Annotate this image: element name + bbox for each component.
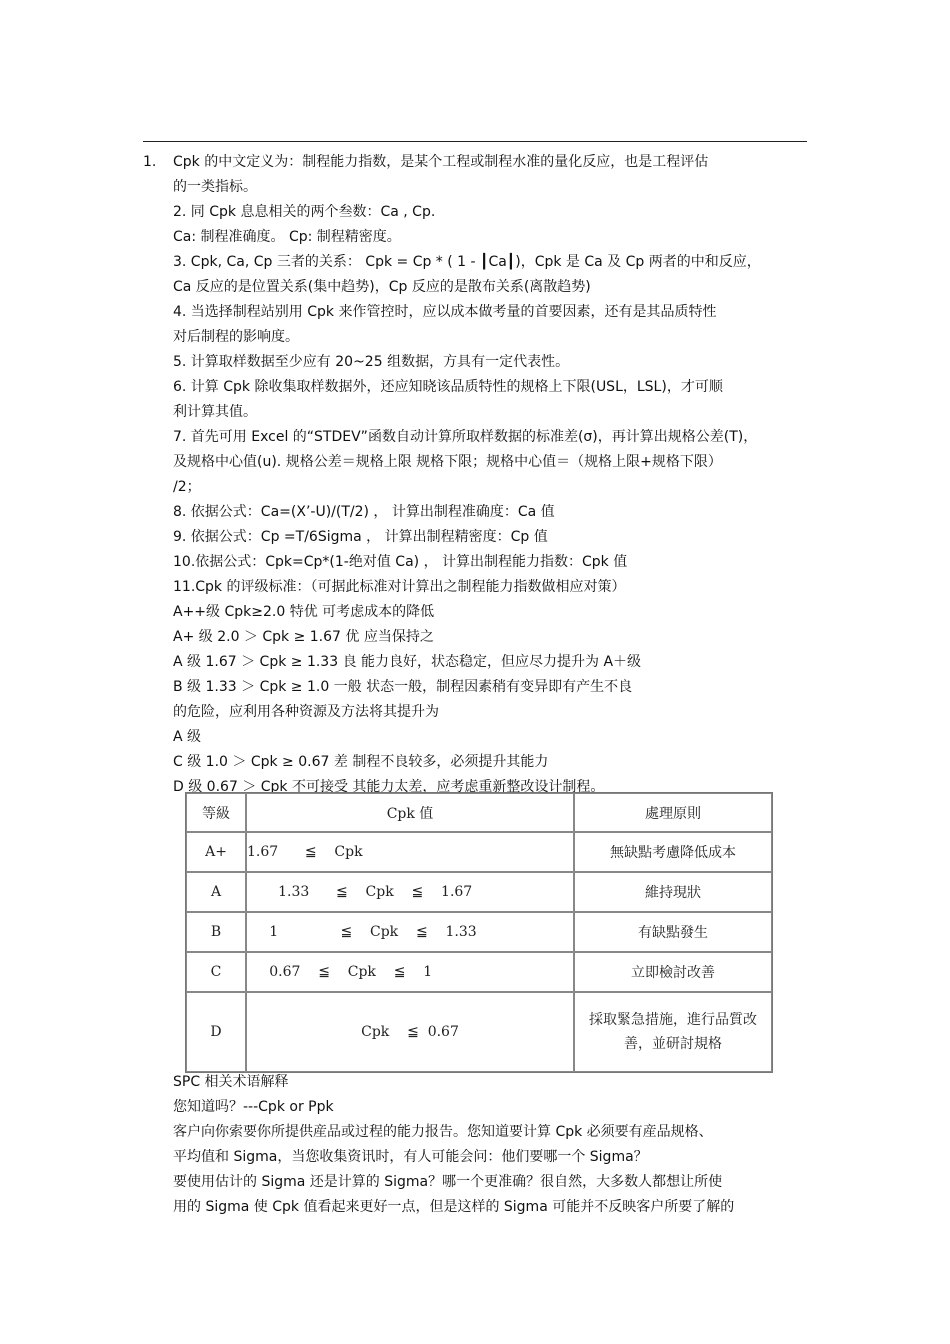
cell-grade: A+ — [186, 832, 246, 872]
text-line: 对后制程的影响度。 — [173, 329, 299, 345]
cell-principle: 有缺點發生 — [574, 912, 772, 952]
header-rule — [143, 141, 807, 142]
text-line: D 级 0.67 ＞ Cpk 不可接受 其能力太差，应考虑重新整改设计制程。 — [173, 779, 605, 795]
text-line: 的危险，应利用各种资源及方法将其提升为 — [173, 704, 439, 720]
cell-principle: 維持現狀 — [574, 872, 772, 912]
header-cpk: Cpk 值 — [246, 793, 574, 832]
text-line: Ca: 制程准确度。 Cp: 制程精密度。 — [173, 229, 401, 245]
text-line: C 级 1.0 ＞ Cpk ≥ 0.67 差 制程不良较多，必须提升其能力 — [173, 754, 549, 770]
text-line: 及规格中心值(u). 规格公差＝规格上限 规格下限；规格中心值＝（规格上限+规格下限） — [173, 454, 722, 470]
cell-cpk: 1 ≦ Cpk ≦ 1.33 — [246, 912, 574, 952]
cell-cpk: 1.67 ≦ Cpk — [246, 832, 574, 872]
text-line: 的一类指标。 — [173, 179, 257, 195]
text-line: 11.Cpk 的评级标准：（可据此标准对计算出之制程能力指数做相应对策） — [173, 579, 626, 595]
text-line: Cpk 的中文定义为：制程能力指数，是某个工程或制程水准的量化反应，也是工程评估 — [173, 154, 709, 170]
cell-grade: D — [186, 992, 246, 1072]
header-grade: 等級 — [186, 793, 246, 832]
text-line: 2. 同 Cpk 息息相关的两个叁数：Ca , Cp. — [173, 204, 436, 220]
text-line: 4. 当选择制程站别用 Cpk 来作管控时，应以成本做考量的首要因素，还有是其品质特性 — [173, 304, 717, 320]
table-row — [186, 832, 772, 872]
text-line: 6. 计算 Cpk 除收集取样数据外，还应知晓该品质特性的规格上下限(USL，LSL)，才可顺 — [173, 379, 723, 395]
text-line: 用的 Sigma 使 Cpk 值看起来更好一点，但是这样的 Sigma 可能并不反映客户所要了解的 — [173, 1199, 735, 1215]
list-marker: 1. — [143, 154, 157, 170]
table-row — [186, 952, 772, 992]
text-line: /2； — [173, 479, 201, 495]
cell-grade: C — [186, 952, 246, 992]
text-line: A++级 Cpk≥2.0 特优 可考虑成本的降低 — [173, 604, 435, 620]
text-line: 9. 依据公式：Cp =T/6Sigma ， 计算出制程精密度：Cp 值 — [173, 529, 548, 545]
cell-cpk: Cpk ≦ 0.67 — [246, 992, 574, 1072]
text-line: SPC 相关术语解释 — [173, 1074, 289, 1090]
text-line: 客户向你索要你所提供産品或过程的能力报告。您知道要计算 Cpk 必须要有産品规格、 — [173, 1124, 713, 1140]
text-line: A 级 — [173, 729, 202, 745]
text-line: 3. Cpk, Ca, Cp 三者的关系： Cpk = Cp * ( 1 - ┃Ca┃)，Cpk 是 Ca 及 Cp 两者的中和反应， — [173, 254, 761, 270]
text-line: 平均值和 Sigma，当您收集资讯时，有人可能会问：他们要哪一个 Sigma？ — [173, 1149, 648, 1165]
cell-principle: 無缺點考慮降低成本 — [574, 832, 772, 872]
cpk-grade-table — [185, 792, 773, 1073]
text-line: A+ 级 2.0 ＞ Cpk ≥ 1.67 优 应当保持之 — [173, 629, 434, 645]
table-row — [186, 912, 772, 952]
cell-principle: 採取緊急措施，進行品質改善，並研討規格 — [574, 992, 772, 1072]
text-line: A 级 1.67 ＞ Cpk ≥ 1.33 良 能力良好，状态稳定，但应尽力提升为 A＋级 — [173, 654, 642, 670]
text-line: 利计算其值。 — [173, 404, 257, 420]
cell-cpk: 0.67 ≦ Cpk ≦ 1 — [246, 952, 574, 992]
text-line: 10.依据公式：Cpk=Cp*(1-绝对值 Ca) ， 计算出制程能力指数：Cpk 值 — [173, 554, 628, 570]
text-line: Ca 反应的是位置关系(集中趋势)，Cp 反应的是散布关系(离散趋势) — [173, 279, 591, 295]
cell-principle: 立即檢討改善 — [574, 952, 772, 992]
header-principle: 處理原則 — [574, 793, 772, 832]
spc-terms-text — [173, 1070, 813, 1220]
text-line: 7. 首先可用 Excel 的“STDEV”函数自动计算所取样数据的标准差(σ)，再计算出规格公差(T)， — [173, 429, 758, 445]
cell-cpk: 1.33 ≦ Cpk ≦ 1.67 — [246, 872, 574, 912]
text-line: 要使用估计的 Sigma 还是计算的 Sigma？哪一个更准确？很自然，大多数人都想让所使 — [173, 1174, 723, 1190]
cell-grade: A — [186, 872, 246, 912]
table-header-row — [186, 793, 772, 832]
table-row — [186, 872, 772, 912]
table-row — [186, 992, 772, 1072]
text-line: B 级 1.33 ＞ Cpk ≥ 1.0 一般 状态一般，制程因素稍有变异即有产生不良 — [173, 679, 633, 695]
text-line: 8. 依据公式：Ca=(X’-U)/(T/2) ， 计算出制程准确度：Ca 值 — [173, 504, 555, 520]
text-line: 您知道吗？---Cpk or Ppk — [173, 1099, 334, 1115]
cpk-definition-text — [173, 150, 813, 800]
cell-grade: B — [186, 912, 246, 952]
text-line: 5. 计算取样数据至少应有 20~25 组数据，方具有一定代表性。 — [173, 354, 570, 370]
